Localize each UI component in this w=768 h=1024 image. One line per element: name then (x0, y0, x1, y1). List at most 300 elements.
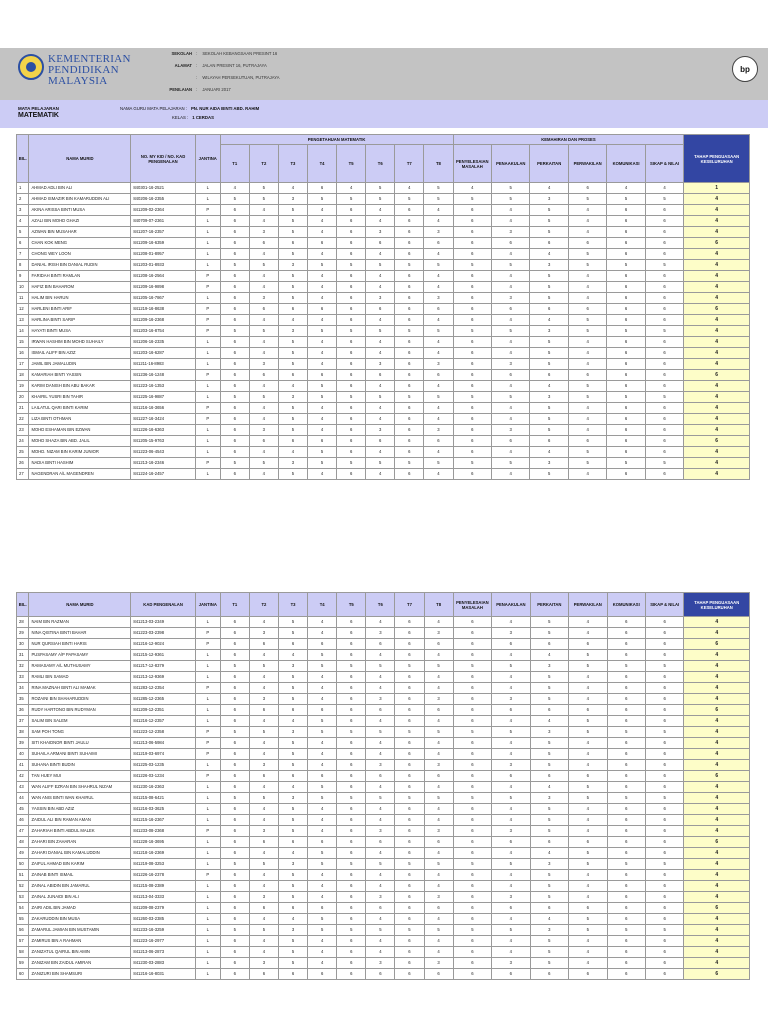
cell-kp: 840301-16-2521 (131, 183, 195, 194)
cell-t6: 5 (366, 194, 395, 205)
cell-k1: 6 (453, 425, 491, 436)
cell-t5: 6 (337, 249, 366, 260)
cell-t7: 6 (395, 892, 424, 903)
cell-t1: 5 (220, 925, 249, 936)
table-row (17, 425, 750, 436)
table-row (17, 870, 750, 881)
table-row (17, 293, 750, 304)
cell-bil: 54 (17, 903, 29, 914)
cell-tahap: 1 (684, 183, 750, 194)
cell-t6: 3 (366, 628, 395, 639)
cell-t6: 6 (366, 903, 395, 914)
cell-k5: 6 (607, 771, 645, 782)
cell-t7: 6 (395, 359, 424, 370)
cell-tahap: 4 (684, 793, 750, 804)
cell-t7: 6 (395, 804, 424, 815)
cell-k3: 6 (530, 903, 568, 914)
cell-k3: 4 (530, 716, 568, 727)
cell-kp: 841208-01-8957 (131, 249, 195, 260)
cell-k6: 6 (645, 293, 684, 304)
table-row (17, 848, 750, 859)
cell-jantina: P (195, 315, 220, 326)
cell-tahap: 4 (684, 425, 750, 436)
cell-t3: 5 (278, 359, 307, 370)
cell-nama: LAILATUL QARI BINTI KARIM (29, 403, 131, 414)
cell-t3: 4 (278, 315, 307, 326)
cell-k6: 6 (645, 403, 684, 414)
cell-k2: 4 (492, 914, 530, 925)
cell-k2: 6 (492, 771, 530, 782)
cell-t1: 5 (220, 859, 249, 870)
cell-k2: 5 (492, 925, 530, 936)
cell-kp: 841209-02-2364 (131, 205, 195, 216)
cell-t4: 5 (308, 859, 337, 870)
cell-k3: 4 (530, 183, 568, 194)
cell-t8: 4 (424, 348, 453, 359)
cell-nama: KAMARIAH BINTI YASSIN (29, 370, 131, 381)
cell-k4: 4 (569, 936, 607, 947)
cell-t3: 4 (278, 914, 307, 925)
cell-kp: 841223-12-2358 (131, 727, 195, 738)
cell-k4: 4 (568, 359, 606, 370)
cell-t5: 6 (337, 348, 366, 359)
cell-t5: 6 (337, 282, 366, 293)
cell-kp: 841230-16-2363 (131, 782, 195, 793)
cell-nama: MOHD ESHAMAN BIN EZWAN (29, 425, 131, 436)
cell-nama: AKINA ARISSA BINTI MUSA (29, 205, 131, 216)
cell-t1: 6 (220, 205, 249, 216)
cell-k1: 6 (453, 815, 491, 826)
cell-k4: 4 (569, 683, 607, 694)
cell-k2: 3 (492, 694, 530, 705)
cell-k2: 4 (492, 447, 530, 458)
cell-t1: 6 (220, 381, 249, 392)
cell-t2: 4 (249, 469, 278, 480)
cell-tahap: 4 (684, 870, 750, 881)
cell-t7: 6 (395, 848, 424, 859)
cell-tahap: 6 (684, 969, 750, 980)
cell-tahap: 4 (684, 892, 750, 903)
cell-k6: 6 (645, 414, 684, 425)
table-row (17, 694, 750, 705)
cell-k6: 6 (645, 936, 683, 947)
cell-k6: 6 (645, 249, 684, 260)
cell-t7: 6 (395, 469, 424, 480)
cell-t2: 4 (249, 672, 278, 683)
cell-k5: 6 (607, 958, 645, 969)
cell-t4: 4 (307, 282, 336, 293)
cell-t8: 4 (424, 381, 453, 392)
cell-t2: 5 (249, 727, 278, 738)
cell-t1: 6 (220, 947, 249, 958)
cell-t4: 4 (308, 826, 337, 837)
cell-t8: 3 (424, 227, 453, 238)
cell-k2: 4 (492, 804, 530, 815)
cell-t7: 6 (395, 381, 424, 392)
cell-k6: 6 (645, 771, 683, 782)
cell-tahap: 4 (684, 694, 750, 705)
cell-t5: 6 (337, 705, 366, 716)
table-row (17, 227, 750, 238)
cell-t1: 6 (220, 903, 249, 914)
cell-k4: 6 (569, 969, 607, 980)
cell-t5: 5 (337, 392, 366, 403)
cell-t8: 4 (424, 848, 453, 859)
cell-t8: 6 (424, 705, 453, 716)
cell-k3: 4 (530, 249, 568, 260)
cell-jantina: P (195, 326, 220, 337)
cell-t3: 3 (278, 326, 307, 337)
table-row (17, 914, 750, 925)
info-alamat-2: : WILAYAH PERSEKUTUAN, PUTRAJAYA (196, 75, 280, 80)
cell-k6: 6 (645, 205, 684, 216)
cell-kp: 841226-03-1234 (131, 771, 195, 782)
cell-t4: 5 (307, 392, 336, 403)
cell-k3: 5 (530, 617, 568, 628)
cell-nama: SAM POH TONG (29, 727, 131, 738)
cell-k1: 6 (453, 749, 491, 760)
cell-t6: 5 (366, 326, 395, 337)
cell-t5: 6 (337, 782, 366, 793)
cell-k1: 6 (453, 348, 491, 359)
cell-k5: 6 (607, 216, 645, 227)
cell-k3: 5 (530, 892, 568, 903)
cell-k6: 6 (645, 683, 683, 694)
cell-k4: 4 (569, 694, 607, 705)
cell-kp: 841205-15-9763 (131, 436, 195, 447)
cell-tahap: 4 (684, 738, 750, 749)
table-row (17, 414, 750, 425)
cell-k3: 4 (530, 315, 568, 326)
cell-t2: 6 (249, 837, 278, 848)
cell-k4: 4 (568, 425, 606, 436)
cell-nama: AHMAD ISMAZIR BIN KAMARUDDIN ALI (29, 194, 131, 205)
cell-k5: 6 (607, 716, 645, 727)
cell-t2: 3 (249, 694, 278, 705)
cell-bil: 20 (17, 392, 29, 403)
cell-t4: 4 (307, 425, 336, 436)
cell-bil: 4 (17, 216, 29, 227)
cell-t2: 6 (249, 771, 278, 782)
cell-k4: 5 (568, 458, 606, 469)
cell-t6: 4 (366, 381, 395, 392)
table-row (17, 458, 750, 469)
cell-t8: 6 (424, 771, 453, 782)
cell-t4: 4 (308, 672, 337, 683)
cell-k1: 6 (453, 216, 491, 227)
cell-t6: 4 (366, 683, 395, 694)
cell-kp: 841216-03-3625 (131, 804, 195, 815)
cell-k4: 4 (569, 672, 607, 683)
cell-k5: 5 (607, 260, 645, 271)
cell-t7: 6 (395, 969, 424, 980)
cell-t3: 3 (278, 859, 307, 870)
col-t4: T4 (308, 593, 337, 617)
cell-tahap: 4 (684, 216, 750, 227)
cell-t1: 5 (220, 661, 249, 672)
cell-t2: 3 (249, 359, 278, 370)
cell-k6: 5 (645, 260, 684, 271)
table-row (17, 672, 750, 683)
cell-t5: 6 (337, 848, 366, 859)
cell-t8: 5 (424, 793, 453, 804)
cell-k1: 6 (453, 881, 491, 892)
cell-k1: 6 (453, 705, 491, 716)
cell-tahap: 6 (684, 370, 750, 381)
cell-t7: 6 (395, 337, 424, 348)
cell-k5: 6 (607, 639, 645, 650)
cell-t3: 3 (278, 458, 307, 469)
cell-nama: NAGENDRAN A/L MAGENDREN (29, 469, 131, 480)
cell-k5: 6 (607, 881, 645, 892)
cell-bil: 33 (17, 672, 29, 683)
cell-t8: 6 (424, 304, 453, 315)
cell-k3: 5 (530, 205, 568, 216)
cell-k4: 4 (569, 892, 607, 903)
cell-t4: 4 (307, 337, 336, 348)
cell-tahap: 4 (684, 628, 750, 639)
cell-t7: 5 (395, 458, 424, 469)
cell-nama: ZAIRI ADIL BIN JAMAD (29, 903, 131, 914)
table-row (17, 348, 750, 359)
cell-bil: 42 (17, 771, 29, 782)
cell-k3: 6 (530, 304, 568, 315)
cell-t7: 6 (395, 227, 424, 238)
cell-t1: 6 (220, 282, 249, 293)
cell-t8: 3 (424, 826, 453, 837)
cell-t4: 4 (308, 881, 337, 892)
cell-nama: HALIM BIN HARUN (29, 293, 131, 304)
cell-k5: 6 (607, 815, 645, 826)
cell-jantina: L (195, 705, 220, 716)
cell-k4: 4 (569, 738, 607, 749)
cell-t6: 4 (366, 881, 395, 892)
cell-k3: 5 (530, 738, 568, 749)
cell-k3: 4 (530, 848, 568, 859)
cell-jantina: L (195, 216, 220, 227)
cell-t7: 6 (395, 771, 424, 782)
cell-t6: 3 (366, 760, 395, 771)
cell-k6: 6 (645, 216, 684, 227)
cell-bil: 44 (17, 793, 29, 804)
cell-t3: 3 (278, 661, 307, 672)
cell-t2: 4 (249, 914, 278, 925)
cell-nama: RAMASAMY A/L MUTHUSAMY (29, 661, 131, 672)
cell-t1: 6 (220, 870, 249, 881)
table-row (17, 337, 750, 348)
cell-k5: 6 (607, 469, 645, 480)
cell-t4: 5 (307, 458, 336, 469)
cell-jantina: L (195, 436, 220, 447)
cell-k3: 3 (530, 260, 568, 271)
cell-t8: 4 (424, 650, 453, 661)
cell-t5: 6 (337, 337, 366, 348)
cell-t4: 4 (308, 870, 337, 881)
cell-k5: 6 (607, 914, 645, 925)
cell-nama: RAMLI BIN SAMAD (29, 672, 131, 683)
cell-nama: ISMAIL ALIFF BIN AZIZ (29, 348, 131, 359)
cell-t6: 4 (366, 205, 395, 216)
table-row (17, 183, 750, 194)
cell-t4: 4 (308, 804, 337, 815)
cell-kp: 840709-07-2361 (131, 216, 195, 227)
cell-k2: 4 (492, 947, 530, 958)
cell-t8: 3 (424, 694, 453, 705)
cell-t2: 5 (249, 925, 278, 936)
cell-k6: 6 (645, 914, 683, 925)
cell-kp: 841236-16-1248 (131, 370, 195, 381)
cell-k4: 5 (569, 925, 607, 936)
cell-tahap: 4 (684, 414, 750, 425)
cell-k6: 5 (645, 326, 684, 337)
cell-nama: NADIA BINTI HASHIM (29, 458, 131, 469)
cell-k3: 3 (530, 661, 568, 672)
cell-k6: 5 (645, 793, 683, 804)
cell-k4: 4 (569, 804, 607, 815)
cell-k1: 6 (453, 914, 491, 925)
cell-jantina: L (195, 661, 220, 672)
cell-k5: 6 (607, 403, 645, 414)
cell-t8: 4 (424, 716, 453, 727)
cell-jantina: L (195, 848, 220, 859)
cell-jantina: P (195, 683, 220, 694)
cell-k5: 6 (607, 271, 645, 282)
cell-k4: 6 (568, 183, 606, 194)
col-t7: T7 (395, 593, 424, 617)
cell-t6: 6 (366, 370, 395, 381)
table-row (17, 661, 750, 672)
cell-t8: 5 (424, 260, 453, 271)
cell-k3: 6 (530, 436, 568, 447)
cell-tahap: 4 (684, 815, 750, 826)
cell-bil: 6 (17, 238, 29, 249)
cell-bil: 18 (17, 370, 29, 381)
cell-t8: 4 (424, 881, 453, 892)
cell-t7: 6 (395, 870, 424, 881)
cell-t2: 6 (249, 370, 278, 381)
cell-t3: 5 (278, 425, 307, 436)
cell-k6: 6 (645, 716, 683, 727)
cell-kp: 841225-16-9887 (131, 392, 195, 403)
cell-t6: 3 (366, 425, 395, 436)
table-row (17, 727, 750, 738)
cell-k3: 5 (530, 337, 568, 348)
cell-k3: 3 (530, 326, 568, 337)
cell-k4: 6 (569, 705, 607, 716)
cell-nama: ZAHARIAH BINTI ABDUL MALEK (29, 826, 131, 837)
cell-t4: 5 (308, 727, 337, 738)
cell-k2: 3 (492, 227, 530, 238)
cell-t3: 5 (278, 683, 307, 694)
cell-t2: 6 (249, 436, 278, 447)
cell-t4: 4 (307, 403, 336, 414)
cell-t5: 6 (337, 425, 366, 436)
cell-nama: AZALI BIN MOHD GHAZI (29, 216, 131, 227)
cell-t4: 6 (308, 837, 337, 848)
cell-bil: 40 (17, 749, 29, 760)
cell-tahap: 6 (684, 903, 750, 914)
col-t6: T6 (366, 145, 395, 183)
cell-k6: 6 (645, 870, 683, 881)
cell-jantina: L (195, 617, 220, 628)
cell-k5: 5 (607, 925, 645, 936)
cell-jantina: L (195, 249, 220, 260)
cell-t6: 4 (366, 870, 395, 881)
cell-k1: 6 (453, 738, 491, 749)
table-row (17, 381, 750, 392)
cell-k2: 4 (492, 414, 530, 425)
cell-t6: 4 (366, 815, 395, 826)
cell-k3: 5 (530, 425, 568, 436)
cell-bil: 22 (17, 414, 29, 425)
cell-t1: 6 (220, 337, 249, 348)
cell-t4: 6 (307, 183, 336, 194)
cell-t8: 4 (424, 672, 453, 683)
cell-t6: 4 (366, 947, 395, 958)
cell-bil: 7 (17, 249, 29, 260)
cell-tahap: 4 (684, 727, 750, 738)
cell-t6: 4 (366, 414, 395, 425)
cell-jantina: L (195, 469, 220, 480)
cell-nama: WAN ANIS BINTI WAN KHAIRUL (29, 793, 131, 804)
cell-nama: KARIM DANISH BIN ABU BAKAR (29, 381, 131, 392)
cell-nama: WAN ALIFF EZRAN BIN SHAHRUL NIZAM (29, 782, 131, 793)
cell-kp: 841206-16-2335 (131, 337, 195, 348)
cell-k1: 6 (453, 947, 491, 958)
col-t5: T5 (337, 145, 366, 183)
cell-t7: 6 (395, 760, 424, 771)
cell-t7: 6 (395, 282, 424, 293)
cell-t1: 6 (220, 694, 249, 705)
cell-kp: 841213-03-2349 (131, 617, 195, 628)
cell-k5: 5 (607, 859, 645, 870)
cell-k6: 5 (645, 392, 684, 403)
cell-t3: 6 (278, 837, 307, 848)
cell-t3: 4 (278, 381, 307, 392)
cell-t2: 4 (249, 782, 278, 793)
cell-k3: 6 (530, 837, 568, 848)
cell-kp: 841205-16-7867 (131, 293, 195, 304)
cell-k3: 4 (530, 381, 568, 392)
cell-k5: 6 (607, 447, 645, 458)
cell-t7: 6 (395, 447, 424, 458)
cell-t8: 4 (424, 683, 453, 694)
cell-t2: 4 (249, 403, 278, 414)
table-row (17, 683, 750, 694)
cell-t3: 5 (278, 216, 307, 227)
cell-k3: 3 (530, 392, 568, 403)
col-nama: NAMA MURID (29, 593, 131, 617)
cell-nama: RINA MAZNAH BINTI ALI MAMAK (29, 683, 131, 694)
cell-t2: 5 (249, 793, 278, 804)
cell-t7: 6 (395, 304, 424, 315)
cell-t2: 4 (249, 936, 278, 947)
cell-nama: HARLENI BINTI ARIF (29, 304, 131, 315)
cell-kp: 841233-16-3259 (131, 925, 195, 936)
cell-k5: 5 (607, 326, 645, 337)
cell-jantina: P (195, 771, 220, 782)
cell-k6: 4 (645, 183, 684, 194)
cell-t8: 3 (424, 892, 453, 903)
cell-t4: 6 (308, 969, 337, 980)
cell-t4: 5 (308, 914, 337, 925)
cell-bil: 45 (17, 804, 29, 815)
cell-k4: 4 (569, 815, 607, 826)
cell-jantina: L (195, 672, 220, 683)
cell-k4: 5 (568, 260, 606, 271)
cell-t6: 6 (366, 771, 395, 782)
cell-k4: 5 (569, 727, 607, 738)
